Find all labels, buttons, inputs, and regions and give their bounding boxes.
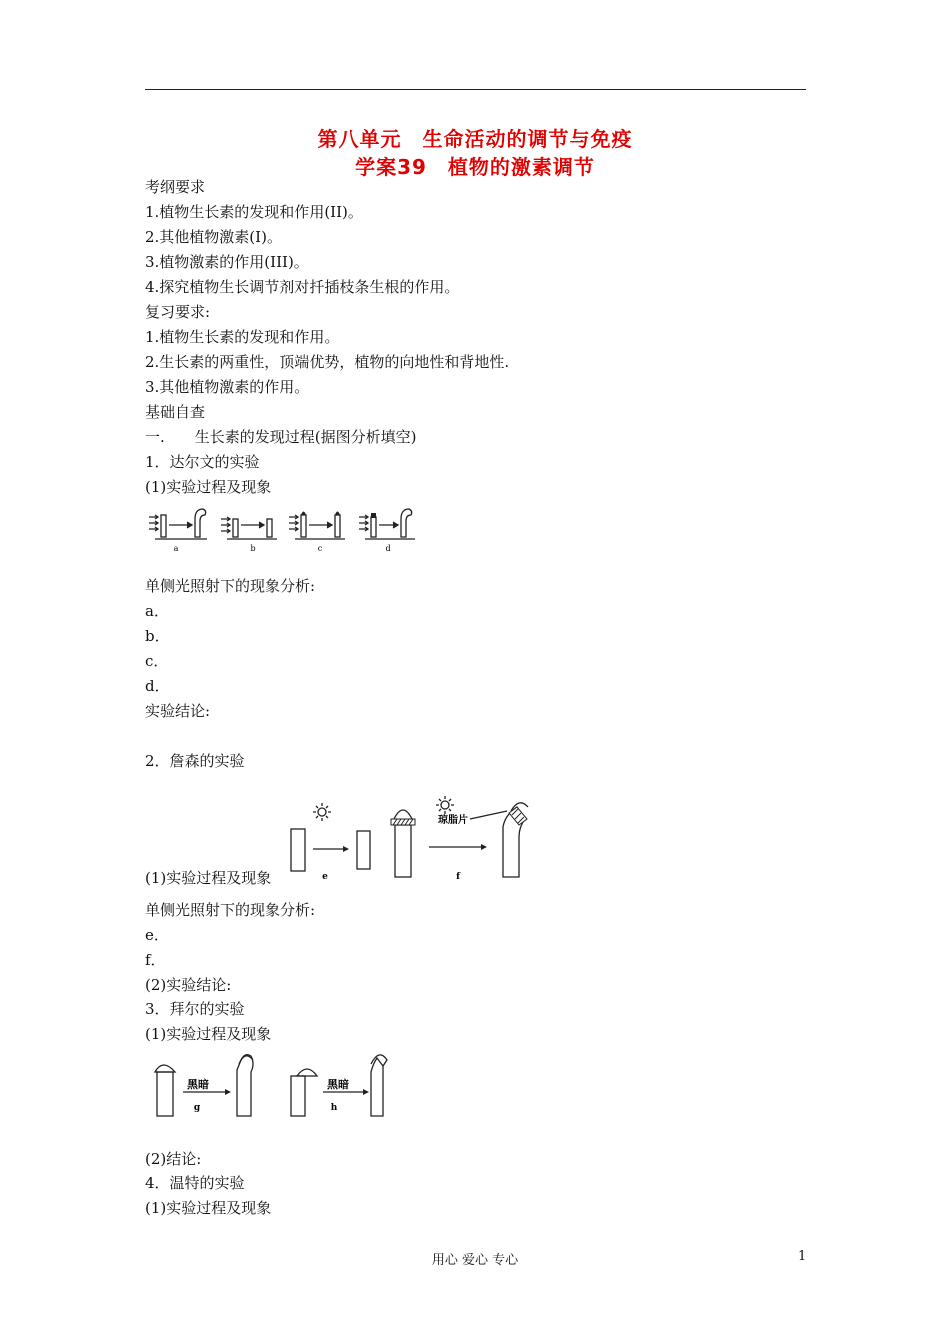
- unit-title: 第八单元 生命活动的调节与免疫: [317, 127, 633, 151]
- experiment-title: 3．拜尔的实验: [145, 1000, 245, 1018]
- section-heading: 考纲要求: [145, 178, 206, 196]
- agar-label: 琼脂片: [438, 815, 468, 826]
- baier-label-g: g: [193, 1103, 201, 1113]
- requirement-item: 2.其他植物激素(I)。: [145, 228, 282, 246]
- header-rule: [145, 89, 806, 90]
- dark-label-h: 黑暗: [327, 1078, 349, 1091]
- jensen-label-f: f: [456, 872, 460, 882]
- analysis-heading: 单侧光照射下的现象分析:: [145, 577, 316, 595]
- conclusion-line: (2)实验结论:: [145, 976, 232, 994]
- answer-line-e: e．: [145, 926, 169, 944]
- subheading: (1)实验过程及现象: [145, 1025, 272, 1043]
- requirement-item: 4.探究植物生长调节剂对扦插枝条生根的作用。: [145, 278, 460, 296]
- experiment-title: 1．达尔文的实验: [145, 453, 260, 471]
- answer-line-f: f．: [145, 951, 166, 969]
- answer-line-d: d．: [145, 677, 170, 695]
- page-number: 1: [798, 1249, 807, 1264]
- subheading: (1)实验过程及现象: [145, 1199, 272, 1217]
- conclusion-line: (2)结论:: [145, 1150, 202, 1168]
- baier-experiment-figure: [145, 1050, 395, 1120]
- answer-line-b: b．: [145, 627, 170, 645]
- section-heading: 复习要求:: [145, 303, 211, 321]
- review-item: 2.生长素的两重性，顶端优势，植物的向地性和背地性.: [145, 353, 510, 371]
- conclusion-line: 实验结论:: [145, 702, 211, 720]
- subheading: (1)实验过程及现象: [145, 869, 272, 887]
- answer-line-c: c．: [145, 652, 169, 670]
- subheading: (1)实验过程及现象: [145, 478, 272, 496]
- requirement-item: 3.植物激素的作用(III)。: [145, 253, 309, 271]
- answer-line-a: a．: [145, 602, 169, 620]
- jensen-experiment-figure: [285, 795, 545, 885]
- page-footer: 用心 爱心 专心: [431, 1253, 519, 1268]
- baier-label-h: h: [330, 1103, 338, 1113]
- review-item: 1.植物生长素的发现和作用。: [145, 328, 340, 346]
- analysis-heading: 单侧光照射下的现象分析:: [145, 901, 316, 919]
- darwin-label-b: b: [250, 544, 256, 553]
- darwin-experiment-figure: [145, 505, 425, 555]
- section-heading: 基础自查: [145, 403, 206, 421]
- dark-label-g: 黑暗: [187, 1078, 209, 1091]
- darwin-label-a: a: [173, 544, 179, 553]
- lesson-title: 学案39 植物的激素调节: [355, 155, 595, 179]
- part-heading: 一. 生长素的发现过程(据图分析填空): [145, 428, 417, 446]
- darwin-label-d: d: [385, 544, 391, 553]
- darwin-label-c: c: [317, 544, 323, 553]
- review-item: 3.其他植物激素的作用。: [145, 378, 310, 396]
- experiment-title: 4．温特的实验: [145, 1174, 245, 1192]
- jensen-label-e: e: [322, 872, 328, 882]
- requirement-item: 1.植物生长素的发现和作用(II)。: [145, 203, 363, 221]
- experiment-title: 2．詹森的实验: [145, 752, 245, 770]
